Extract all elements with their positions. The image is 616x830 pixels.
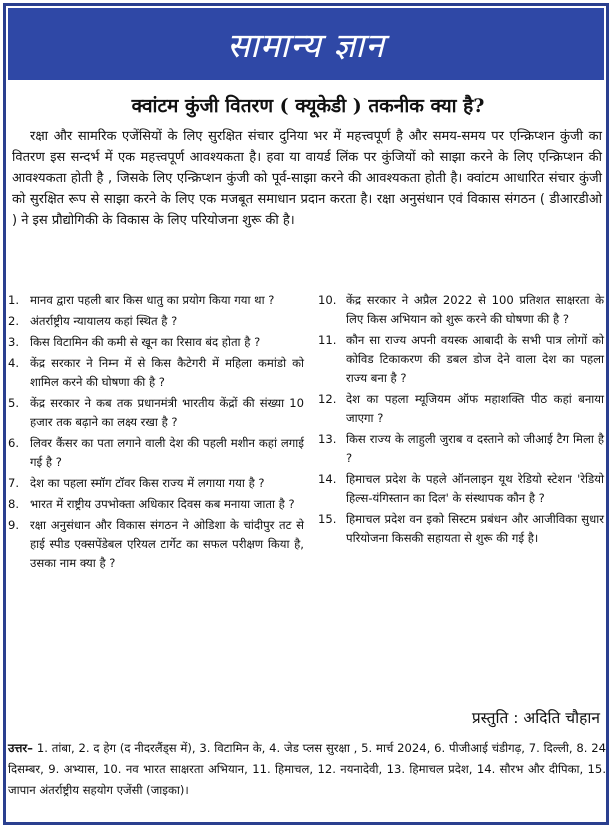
question-item — [8, 434, 304, 472]
question-text: लिवर कैंसर का पता लगाने वाली देश की पहली मशीन कहां लगाई गई है ? — [30, 436, 304, 469]
question-number: 13. — [318, 432, 337, 446]
question-number: 11. — [318, 333, 337, 347]
question-number: 15. — [318, 512, 337, 526]
question-text: अंतर्राष्ट्रीय न्यायालय कहां स्थित है ? — [30, 314, 178, 328]
question-text: केंद्र सरकार ने कब तक प्रधानमंत्री भारतीय केंद्रों की संख्या 10 हजार तक बढ़ाने का लक्ष्य रखा है ? — [30, 396, 304, 429]
question-item — [318, 470, 604, 508]
article-title: क्वांटम कुंजी वितरण ( क्यूकेडी ) तकनीक क्या है? — [131, 95, 485, 117]
question-item — [8, 354, 304, 392]
question-number: 6. — [8, 436, 20, 450]
question-text: रक्षा अनुसंधान और विकास संगठन ने ओडिशा के चांदीपुर तट से हाई स्पीड एक्सपेंडेबल एरियल टार्गेट का सफल परीक्षण किया है, उसका नाम क्या है ? — [30, 518, 304, 570]
question-item — [318, 291, 604, 329]
question-number: 12. — [318, 392, 337, 406]
question-item — [8, 394, 304, 432]
questions-right-column — [318, 291, 604, 550]
question-number: 10. — [318, 293, 337, 307]
question-number: 2. — [8, 314, 20, 328]
questions-left-column — [8, 291, 304, 575]
question-number: 5. — [8, 396, 20, 410]
question-number: 3. — [8, 335, 20, 349]
question-text: किस राज्य के लाहुली जुराब व दस्ताने को जीआई टैग मिला है ? — [346, 432, 604, 465]
question-item — [8, 291, 304, 310]
question-text: कौन सा राज्य अपनी वयस्क आबादी के सभी पात्र लोगों को कोविड टिकाकरण की डबल डोज देने वाला देश का पहला राज्य बना है ? — [346, 333, 604, 385]
question-item — [8, 495, 304, 514]
question-number: 7. — [8, 476, 20, 490]
question-number: 9. — [8, 518, 20, 532]
answers-block — [8, 738, 606, 801]
question-item — [318, 510, 604, 548]
question-text: किस विटामिन की कमी से खून का रिसाव बंद होता है ? — [30, 335, 261, 349]
question-number: 8. — [8, 497, 20, 511]
section-title: सामान्य ज्ञान — [227, 26, 385, 66]
question-item — [8, 516, 304, 573]
question-item — [8, 474, 304, 493]
article-body: रक्षा और सामरिक एजेंसियों के लिए सुरक्षित संचार दुनिया भर में महत्त्वपूर्ण है और समय-समय पर एन्क्रिप्शन कुंजी का वितरण इस सन्दर्भ में एक महत्त्वपूर्ण आवश्यकता है। हवा या वायर्ड लिंक पर कुंजियों को साझा करने के लिए एन्क्रिप्शन की आवश्यकता होती है , जिसके लिए एन्क्रिप्शन कुंजी को पूर्व-साझा करने की आवश्यकता होती है। क्वांटम आधारित संचार कुंजी को सुरक्षित रूप से साझा करने के लिए एक मजबूत समाधान प्रदान करता है। रक्षा अनुसंधान एवं विकास संगठन ( डीआरडीओ ) ने इस प्रौद्योगिकी के विकास के लिए परियोजना शुरू की है। — [12, 129, 602, 228]
question-text: केंद्र सरकार ने अप्रैल 2022 से 100 प्रतिशत साक्षरता के लिए किस अभियान को शुरू करने की घोषणा की है ? — [346, 293, 604, 326]
question-number: 4. — [8, 356, 20, 370]
question-number: 14. — [318, 472, 337, 486]
question-text: केंद्र सरकार ने निम्न में से किस कैटेगरी में महिला कमांडो को शामिल करने की घोषणा की है ? — [30, 356, 304, 389]
question-text: हिमाचल प्रदेश के पहले ऑनलाइन यूथ रेडियो स्टेशन 'रेडियो हिल्स-यंगिस्तान का दिल' के संस्थापक कौन है ? — [346, 472, 604, 505]
question-item — [8, 333, 304, 352]
question-text: भारत में राष्ट्रीय उपभोक्ता अधिकार दिवस कब मनाया जाता है ? — [30, 497, 295, 511]
question-item — [318, 331, 604, 388]
question-text: मानव द्वारा पहली बार किस धातु का प्रयोग किया गया था ? — [30, 293, 275, 307]
question-item — [318, 430, 604, 468]
section-banner — [8, 8, 604, 80]
answers-label: उत्तर– — [8, 741, 33, 755]
question-item — [318, 390, 604, 428]
answers-text: 1. तांबा, 2. द हेग (द नीदरलैंड्स में), 3. विटामिन के, 4. जेड प्लस सुरक्षा , 5. मार्च 2024, 6. पीजीआई चंडीगढ़, 7. दिल्ली, 8. 24 दिसम्बर, 9. अभ्यास, 10. नव भारत साक्षरता अभियान, 11. हिमाचल, 12. नयनादेवी, 13. हिमाचल प्रदेश, 14. सौरभ और दीपिका, 15. जापान अंतर्राष्ट्रीय सहयोग एजेंसी (जाइका)। — [8, 741, 606, 797]
question-item — [8, 312, 304, 331]
question-text: देश का पहला म्यूजियम ऑफ महाशक्ति पीठ कहां बनाया जाएगा ? — [346, 392, 604, 425]
presenter-credit: प्रस्तुति : अदिति चौहान — [471, 709, 600, 727]
question-text: हिमाचल प्रदेश वन इको सिस्टम प्रबंधन और आजीविका सुधार परियोजना किसकी सहायता से शुरू की गई है। — [346, 512, 604, 545]
question-number: 1. — [8, 293, 20, 307]
question-text: देश का पहला स्मॉग टॉवर किस राज्य में लगाया गया है ? — [30, 476, 265, 490]
